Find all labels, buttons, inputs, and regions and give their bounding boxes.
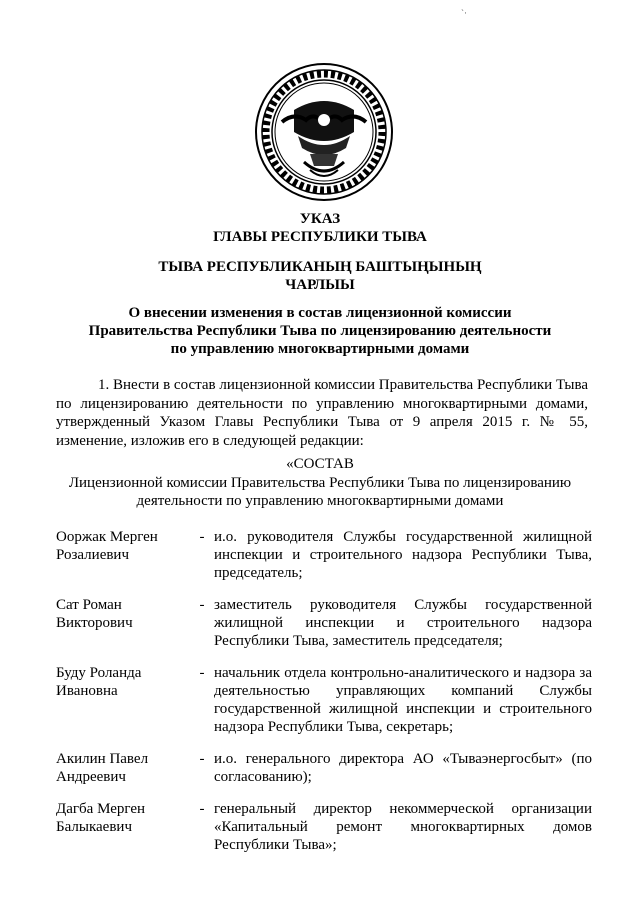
member-name: Дагба Мерген Балыкаевич [56, 801, 146, 835]
member-row [56, 664, 592, 736]
member-row [56, 528, 592, 582]
title-ru-line1: УКАЗ [299, 211, 341, 227]
member-role: начальник отдела контрольно-аналитического и надзора за деятельностью управляющих компаний Службы государственной жилищной инспекции и строительного надзора Республики Тыва, секретарь; [214, 665, 592, 735]
coat-of-arms-of-tuva-icon [254, 62, 394, 202]
sostav-heading [40, 455, 600, 511]
decree-title-tyv [40, 258, 600, 294]
member-name: Акилин Павел Андреевич [56, 751, 149, 785]
members-list [56, 528, 592, 868]
paragraph-1: 1. Внести в состав лицензионной комиссии Правительства Республики Тыва по лицензированию деятельности по управлению многоквартирными домами, утвержденный Указом Главы Республики Тыва от 9 апреля 2015 г. № 55, изменение, изложив его в следующей редакции: [56, 377, 588, 449]
member-name: Буду Роланда Ивановна [56, 665, 142, 699]
member-row [56, 750, 592, 786]
member-role: генеральный директор некоммерческой организации «Капитальный ремонт многоквартирных домов Республики Тыва»; [214, 801, 592, 853]
title-tyv-line2: ЧАРЛЫЫ [285, 277, 355, 293]
title-tyv-line1: ТЫВА РЕСПУБЛИКАНЫҢ БАШТЫҢЫНЫҢ [158, 259, 482, 275]
member-dash: - [199, 665, 205, 681]
scan-mark: `· [461, 8, 467, 18]
member-role: и.о. генерального директора АО «Тываэнергосбыт» (по согласованию); [214, 751, 592, 785]
decree-subject: О внесении изменения в состав лицензионной комиссии Правительства Республики Тыва по лицензированию деятельности по управлению многоквартирными домами [88, 305, 552, 357]
member-dash: - [199, 751, 205, 767]
member-role: заместитель руководителя Службы государственной жилищной инспекции и строительного надзора Республики Тыва, заместитель председателя; [214, 597, 592, 649]
member-dash: - [199, 597, 205, 613]
member-row [56, 596, 592, 650]
member-dash: - [199, 529, 205, 545]
title-ru-line2: ГЛАВЫ РЕСПУБЛИКИ ТЫВА [213, 229, 427, 245]
member-name: Сат Роман Викторович [56, 597, 133, 631]
decree-title-ru [40, 210, 600, 246]
member-name: Ооржак Мерген Розалиевич [56, 529, 158, 563]
member-dash: - [199, 801, 205, 817]
sostav-subtitle: Лицензионной комиссии Правительства Республики Тыва по лицензированию деятельности по управлению многоквартирными домами [68, 474, 572, 509]
member-role: и.о. руководителя Службы государственной жилищной инспекции и строительного надзора Республики Тыва, председатель; [214, 529, 592, 581]
sostav-title: «СОСТАВ [286, 456, 354, 472]
member-row [56, 800, 592, 854]
